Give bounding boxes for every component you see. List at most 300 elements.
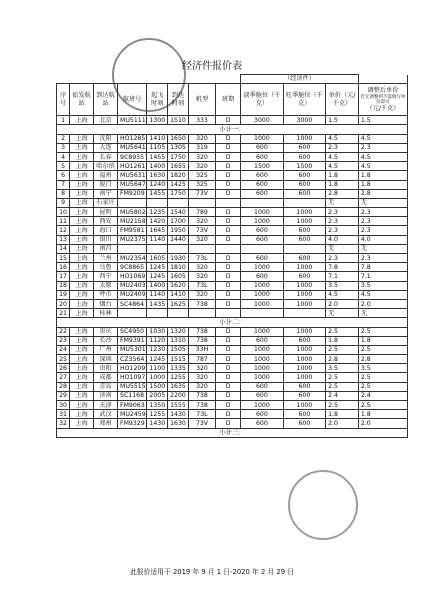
header-seq: 序号 (57, 84, 70, 116)
table-cell: 2.3 (358, 226, 407, 235)
table-cell: 600 (283, 152, 326, 161)
header-adjusted-unit: （元/千克） (366, 104, 400, 112)
table-cell: 600 (241, 235, 284, 244)
subtotal-row (57, 428, 408, 437)
header-peak-space: 旺季舱位（千克） (283, 84, 326, 116)
table-cell: 4.5 (326, 152, 359, 161)
table-cell: 上海 (70, 235, 94, 244)
table-row (57, 235, 408, 244)
table-cell: FM9391 (118, 336, 147, 345)
table-cell: 无 (358, 309, 407, 318)
table-cell: 4.0 (326, 235, 359, 244)
table-cell: D (216, 355, 241, 364)
table-cell: 600 (241, 419, 284, 428)
table-cell: 2.0 (326, 419, 359, 428)
table-cell: SC1168 (118, 391, 147, 400)
table-cell: 2.3 (358, 254, 407, 263)
table-cell: 1515 (168, 355, 189, 364)
table-cell: 320 (188, 235, 215, 244)
table-cell: 兰州 (94, 254, 118, 263)
table-cell: 23 (57, 336, 70, 345)
table-cell: D (216, 189, 241, 198)
table-cell: D (216, 373, 241, 382)
table-cell: MU5641 (118, 143, 147, 152)
table-cell: 24 (57, 345, 70, 354)
table-cell: 1930 (168, 254, 189, 263)
table-cell: 1000 (241, 208, 284, 217)
table-cell: 600 (241, 152, 284, 161)
table-row (57, 382, 408, 391)
table-cell: 1630 (147, 171, 168, 180)
table-cell: 武汉 (94, 410, 118, 419)
header-adjusted-note: 若无调整则不需填写单价即可 (360, 94, 406, 105)
table-cell: 25 (57, 355, 70, 364)
table-cell: MU2158 (118, 217, 147, 226)
table-cell: 1000 (283, 299, 326, 308)
table-cell: 10 (57, 208, 70, 217)
table-row (57, 263, 408, 272)
table-cell: 1000 (241, 364, 284, 373)
table-cell: 1.8 (358, 336, 407, 345)
table-cell: 1750 (168, 152, 189, 161)
table-cell: 1140 (147, 235, 168, 244)
table-cell: 贵阳 (94, 364, 118, 373)
table-cell: 6 (57, 171, 70, 180)
table-cell: 1650 (168, 134, 189, 143)
table-cell (118, 244, 147, 253)
table-cell: D (216, 382, 241, 391)
table-cell: 2.5 (358, 345, 407, 354)
table-cell: 上海 (70, 171, 94, 180)
table-row (57, 391, 408, 400)
table-row (57, 171, 408, 180)
table-cell: 600 (283, 171, 326, 180)
table-cell: 31 (57, 410, 70, 419)
table-cell: 2 (57, 134, 70, 143)
validity-note: 此报价适用于 2019 年 9 月 1 日-2020 年 2 月 29 日 (130, 568, 294, 576)
table-cell: 15 (57, 254, 70, 263)
table-cell: 600 (283, 272, 326, 281)
table-cell: 325 (188, 180, 215, 189)
price-table (56, 74, 408, 438)
table-cell: 上海 (70, 143, 94, 152)
table-cell: 1.8 (326, 410, 359, 419)
table-cell: 1410 (168, 290, 189, 299)
table-cell: 2.3 (326, 143, 359, 152)
table-cell: 1000 (241, 327, 284, 336)
table-cell: 1630 (168, 419, 189, 428)
table-row (57, 419, 408, 428)
header-adjusted-title: 调整后单价 (367, 87, 399, 95)
table-cell: 上海 (70, 382, 94, 391)
table-cell: 600 (283, 410, 326, 419)
table-cell: 320 (188, 382, 215, 391)
table-cell: 1000 (241, 401, 284, 410)
table-cell: MU5301 (118, 345, 147, 354)
table-cell: 600 (283, 189, 326, 198)
table-cell: 1620 (168, 281, 189, 290)
table-cell: 长沙 (94, 336, 118, 345)
table-cell: 29 (57, 391, 70, 400)
table-cell: 33H (188, 345, 215, 354)
table-row (57, 244, 408, 253)
table-cell: SC4950 (118, 327, 147, 336)
table-cell: 600 (283, 226, 326, 235)
header-dep: 始发航站 (70, 84, 94, 116)
table-cell: 福州 (94, 171, 118, 180)
table-cell: 1500 (241, 162, 284, 171)
table-cell: 1000 (283, 327, 326, 336)
table-cell: 1430 (168, 410, 189, 419)
table-cell: 上海 (70, 226, 94, 235)
table-cell: 2.3 (358, 217, 407, 226)
table-cell: HO1261 (118, 162, 147, 171)
table-cell: 1000 (241, 290, 284, 299)
table-cell: 4.5 (358, 162, 407, 171)
table-cell: FM9209 (118, 189, 147, 198)
table-cell: 7.1 (326, 272, 359, 281)
table-cell: 上海 (70, 162, 94, 171)
table-cell: 789 (188, 208, 215, 217)
table-cell: 上海 (70, 327, 94, 336)
table-cell: 1820 (168, 171, 189, 180)
table-cell: 320 (188, 152, 215, 161)
table-cell: 1000 (241, 299, 284, 308)
table-cell (283, 244, 326, 253)
table-cell (168, 309, 189, 318)
table-cell: 600 (283, 391, 326, 400)
table-cell: 1.8 (326, 171, 359, 180)
table-cell: 7 (57, 180, 70, 189)
header-arr-time: 到达时刻 (168, 84, 189, 116)
table-cell: 1255 (168, 373, 189, 382)
table-cell: MU2354 (118, 254, 147, 263)
table-cell: 600 (283, 336, 326, 345)
table-cell: 2.3 (326, 226, 359, 235)
table-cell: 1455 (147, 152, 168, 161)
table-cell: 2.8 (358, 355, 407, 364)
table-cell (168, 244, 189, 253)
header-aircraft: 机型 (188, 84, 215, 116)
table-cell: 73V (188, 189, 215, 198)
table-cell: 600 (241, 391, 284, 400)
table-row (57, 198, 408, 207)
table-cell: 3 (57, 143, 70, 152)
table-row (57, 208, 408, 217)
table-cell: 14 (57, 244, 70, 253)
table-cell: 3.5 (358, 281, 407, 290)
table-cell: D (216, 254, 241, 263)
table-cell: 1 (57, 116, 70, 125)
official-seal-bottom (288, 470, 358, 540)
table-cell: 18 (57, 281, 70, 290)
table-cell: 1235 (147, 208, 168, 217)
table-cell: 1000 (241, 217, 284, 226)
table-cell: 3.5 (326, 281, 359, 290)
table-cell: 9 (57, 198, 70, 207)
table-cell (147, 198, 168, 207)
subtotal-label: 小计二： (57, 318, 408, 327)
table-cell: D (216, 272, 241, 281)
table-cell: 2.8 (326, 189, 359, 198)
table-cell (216, 309, 241, 318)
table-cell (118, 198, 147, 207)
table-row (57, 364, 408, 373)
table-cell: 1435 (147, 299, 168, 308)
table-cell: 738 (188, 391, 215, 400)
subtotal-label: 小计一： (57, 125, 408, 134)
table-cell: 1140 (147, 290, 168, 299)
table-cell: 1100 (147, 364, 168, 373)
table-cell: 2.3 (358, 208, 407, 217)
table-cell: D (216, 290, 241, 299)
table-cell: HO1097 (118, 373, 147, 382)
table-cell (168, 198, 189, 207)
table-cell: D (216, 152, 241, 161)
table-cell: 1255 (147, 410, 168, 419)
table-cell: 1425 (168, 180, 189, 189)
table-cell: 1245 (147, 263, 168, 272)
table-cell: 1700 (168, 217, 189, 226)
table-cell: 1810 (168, 263, 189, 272)
table-cell: 3.5 (326, 364, 359, 373)
table-row (57, 401, 408, 410)
table-cell: 600 (241, 336, 284, 345)
table-row (57, 162, 408, 171)
table-cell: D (216, 345, 241, 354)
table-cell: 上海 (70, 281, 94, 290)
table-cell: 上海 (70, 180, 94, 189)
table-cell: 上海 (70, 419, 94, 428)
table-cell: CZ3564 (118, 355, 147, 364)
table-cell: 厦门 (94, 180, 118, 189)
table-cell: 上海 (70, 198, 94, 207)
table-cell: MU2409 (118, 290, 147, 299)
table-cell: 1245 (147, 272, 168, 281)
table-row (57, 272, 408, 281)
table-cell: 1000 (283, 208, 326, 217)
table-cell: 4.5 (358, 134, 407, 143)
table-cell: 9C8865 (118, 263, 147, 272)
table-cell: 738 (188, 299, 215, 308)
table-cell: MU5631 (118, 171, 147, 180)
table-row (57, 373, 408, 382)
table-cell: 1335 (168, 364, 189, 373)
table-cell: 1000 (283, 345, 326, 354)
table-cell: D (216, 336, 241, 345)
table-cell: 1455 (147, 189, 168, 198)
table-row (57, 134, 408, 143)
table-cell: D (216, 391, 241, 400)
table-cell: D (216, 401, 241, 410)
table-cell: 600 (241, 254, 284, 263)
table-cell: 600 (241, 382, 284, 391)
table-cell: 1.8 (358, 410, 407, 419)
table-cell: 无 (326, 309, 359, 318)
table-cell: 2.5 (358, 401, 407, 410)
header-row (57, 84, 408, 116)
table-cell: 2.5 (358, 382, 407, 391)
table-row (57, 290, 408, 299)
table-cell: 320 (188, 364, 215, 373)
table-cell: 2.5 (326, 382, 359, 391)
table-cell: 1400 (147, 162, 168, 171)
table-cell: D (216, 134, 241, 143)
table-cell: 天津 (94, 401, 118, 410)
table-cell: 桂林 (94, 309, 118, 318)
table-cell: 600 (241, 171, 284, 180)
table-cell: 1750 (168, 189, 189, 198)
table-cell: 1655 (168, 162, 189, 171)
table-cell: 2.5 (358, 327, 407, 336)
table-cell: HO1285 (118, 134, 147, 143)
table-cell: 上海 (70, 410, 94, 419)
table-cell: 广州 (94, 345, 118, 354)
table-cell: 4.0 (358, 235, 407, 244)
subtotal-row (57, 318, 408, 327)
table-row (57, 116, 408, 125)
table-cell: 600 (241, 272, 284, 281)
table-cell: 787 (188, 355, 215, 364)
table-cell: 2.0 (358, 299, 407, 308)
table-cell: 1540 (168, 208, 189, 217)
table-cell: 1605 (147, 254, 168, 263)
table-cell: MU5802 (118, 208, 147, 217)
table-cell: MU2403 (118, 281, 147, 290)
table-cell: 1950 (168, 226, 189, 235)
table-cell: 73V (188, 419, 215, 428)
table-row (57, 254, 408, 263)
table-row (57, 355, 408, 364)
table-cell: 1000 (241, 345, 284, 354)
header-dep-time: 起飞时刻 (147, 84, 168, 116)
table-cell: D (216, 263, 241, 272)
table-cell: 2.3 (326, 208, 359, 217)
table-cell: 325 (188, 171, 215, 180)
header-schedule: 班期 (216, 84, 241, 116)
table-cell: 320 (188, 373, 215, 382)
table-cell: 上海 (70, 134, 94, 143)
table-cell: D (216, 171, 241, 180)
table-cell: FM9329 (118, 419, 147, 428)
table-cell: 5 (57, 162, 70, 171)
header-arr: 到达航站 (94, 84, 118, 116)
table-cell: 1500 (147, 382, 168, 391)
table-cell: FM9063 (118, 401, 147, 410)
table-cell: 1.8 (358, 171, 407, 180)
table-cell: 26 (57, 364, 70, 373)
table-cell: 19 (57, 290, 70, 299)
table-cell: 2.0 (326, 299, 359, 308)
table-cell: 73L (188, 254, 215, 263)
table-cell: 成都 (94, 373, 118, 382)
table-cell: 2.3 (358, 143, 407, 152)
table-cell: 北京 (94, 116, 118, 125)
table-cell: 27 (57, 373, 70, 382)
table-cell: 320 (188, 263, 215, 272)
table-cell: 1.8 (326, 180, 359, 189)
table-cell: 1240 (147, 180, 168, 189)
table-cell: 1000 (283, 217, 326, 226)
table-cell: 600 (283, 235, 326, 244)
table-cell: 2.4 (358, 391, 407, 400)
table-cell: 1420 (147, 217, 168, 226)
table-cell: 600 (241, 189, 284, 198)
table-cell: MU5515 (118, 382, 147, 391)
table-row (57, 217, 408, 226)
table-cell: D (216, 327, 241, 336)
table-cell: 320 (188, 134, 215, 143)
table-cell: 600 (283, 143, 326, 152)
table-cell: 4 (57, 152, 70, 161)
table-cell: 9C8935 (118, 152, 147, 161)
table-cell: 1.5 (326, 116, 359, 125)
table-cell: 3000 (283, 116, 326, 125)
table-cell (147, 309, 168, 318)
subtotal-label: 小计三： (57, 428, 408, 437)
table-cell: 无 (358, 198, 407, 207)
table-cell: 上海 (70, 254, 94, 263)
table-cell: 上海 (70, 189, 94, 198)
table-cell: 4.5 (326, 162, 359, 171)
table-cell: D (216, 226, 241, 235)
table-cell (188, 198, 215, 207)
table-row (57, 180, 408, 189)
table-cell: 22 (57, 327, 70, 336)
table-cell: 2200 (168, 391, 189, 400)
header-flight: 航班号 (118, 84, 147, 116)
table-cell: 无 (358, 244, 407, 253)
table-cell: 8 (57, 189, 70, 198)
table-cell: 银川 (94, 235, 118, 244)
table-cell: 2.4 (326, 391, 359, 400)
table-cell: 郑州 (94, 419, 118, 428)
table-cell: D (216, 235, 241, 244)
table-cell (241, 309, 284, 318)
table-cell: 1310 (168, 336, 189, 345)
header-unit-price: 单价（元/千克） (326, 84, 359, 116)
table-cell: 17 (57, 272, 70, 281)
table-cell: 1645 (147, 226, 168, 235)
table-cell: 上海 (70, 299, 94, 308)
table-cell: 1000 (283, 290, 326, 299)
table-cell: 20 (57, 299, 70, 308)
table-cell: 1.5 (358, 116, 407, 125)
table-cell: D (216, 208, 241, 217)
table-cell: 昆明 (94, 208, 118, 217)
table-cell: 1000 (241, 355, 284, 364)
table-cell: 1000 (283, 263, 326, 272)
table-cell: 16 (57, 263, 70, 272)
table-cell (216, 198, 241, 207)
table-cell: 1605 (168, 272, 189, 281)
table-cell: 738 (188, 401, 215, 410)
table-cell: 1000 (283, 281, 326, 290)
table-cell: 海口 (94, 226, 118, 235)
table-cell (241, 198, 284, 207)
table-cell: 南宁 (94, 189, 118, 198)
page-title: 经济件报价表 (182, 61, 242, 72)
table-cell: MU2459 (118, 410, 147, 419)
table-row (57, 345, 408, 354)
category-label: （经济件） (241, 75, 359, 84)
table-cell (118, 309, 147, 318)
table-cell: 2.3 (326, 254, 359, 263)
table-cell: D (216, 410, 241, 419)
table-cell: 2.5 (326, 373, 359, 382)
table-cell: 上海 (70, 401, 94, 410)
table-row (57, 143, 408, 152)
